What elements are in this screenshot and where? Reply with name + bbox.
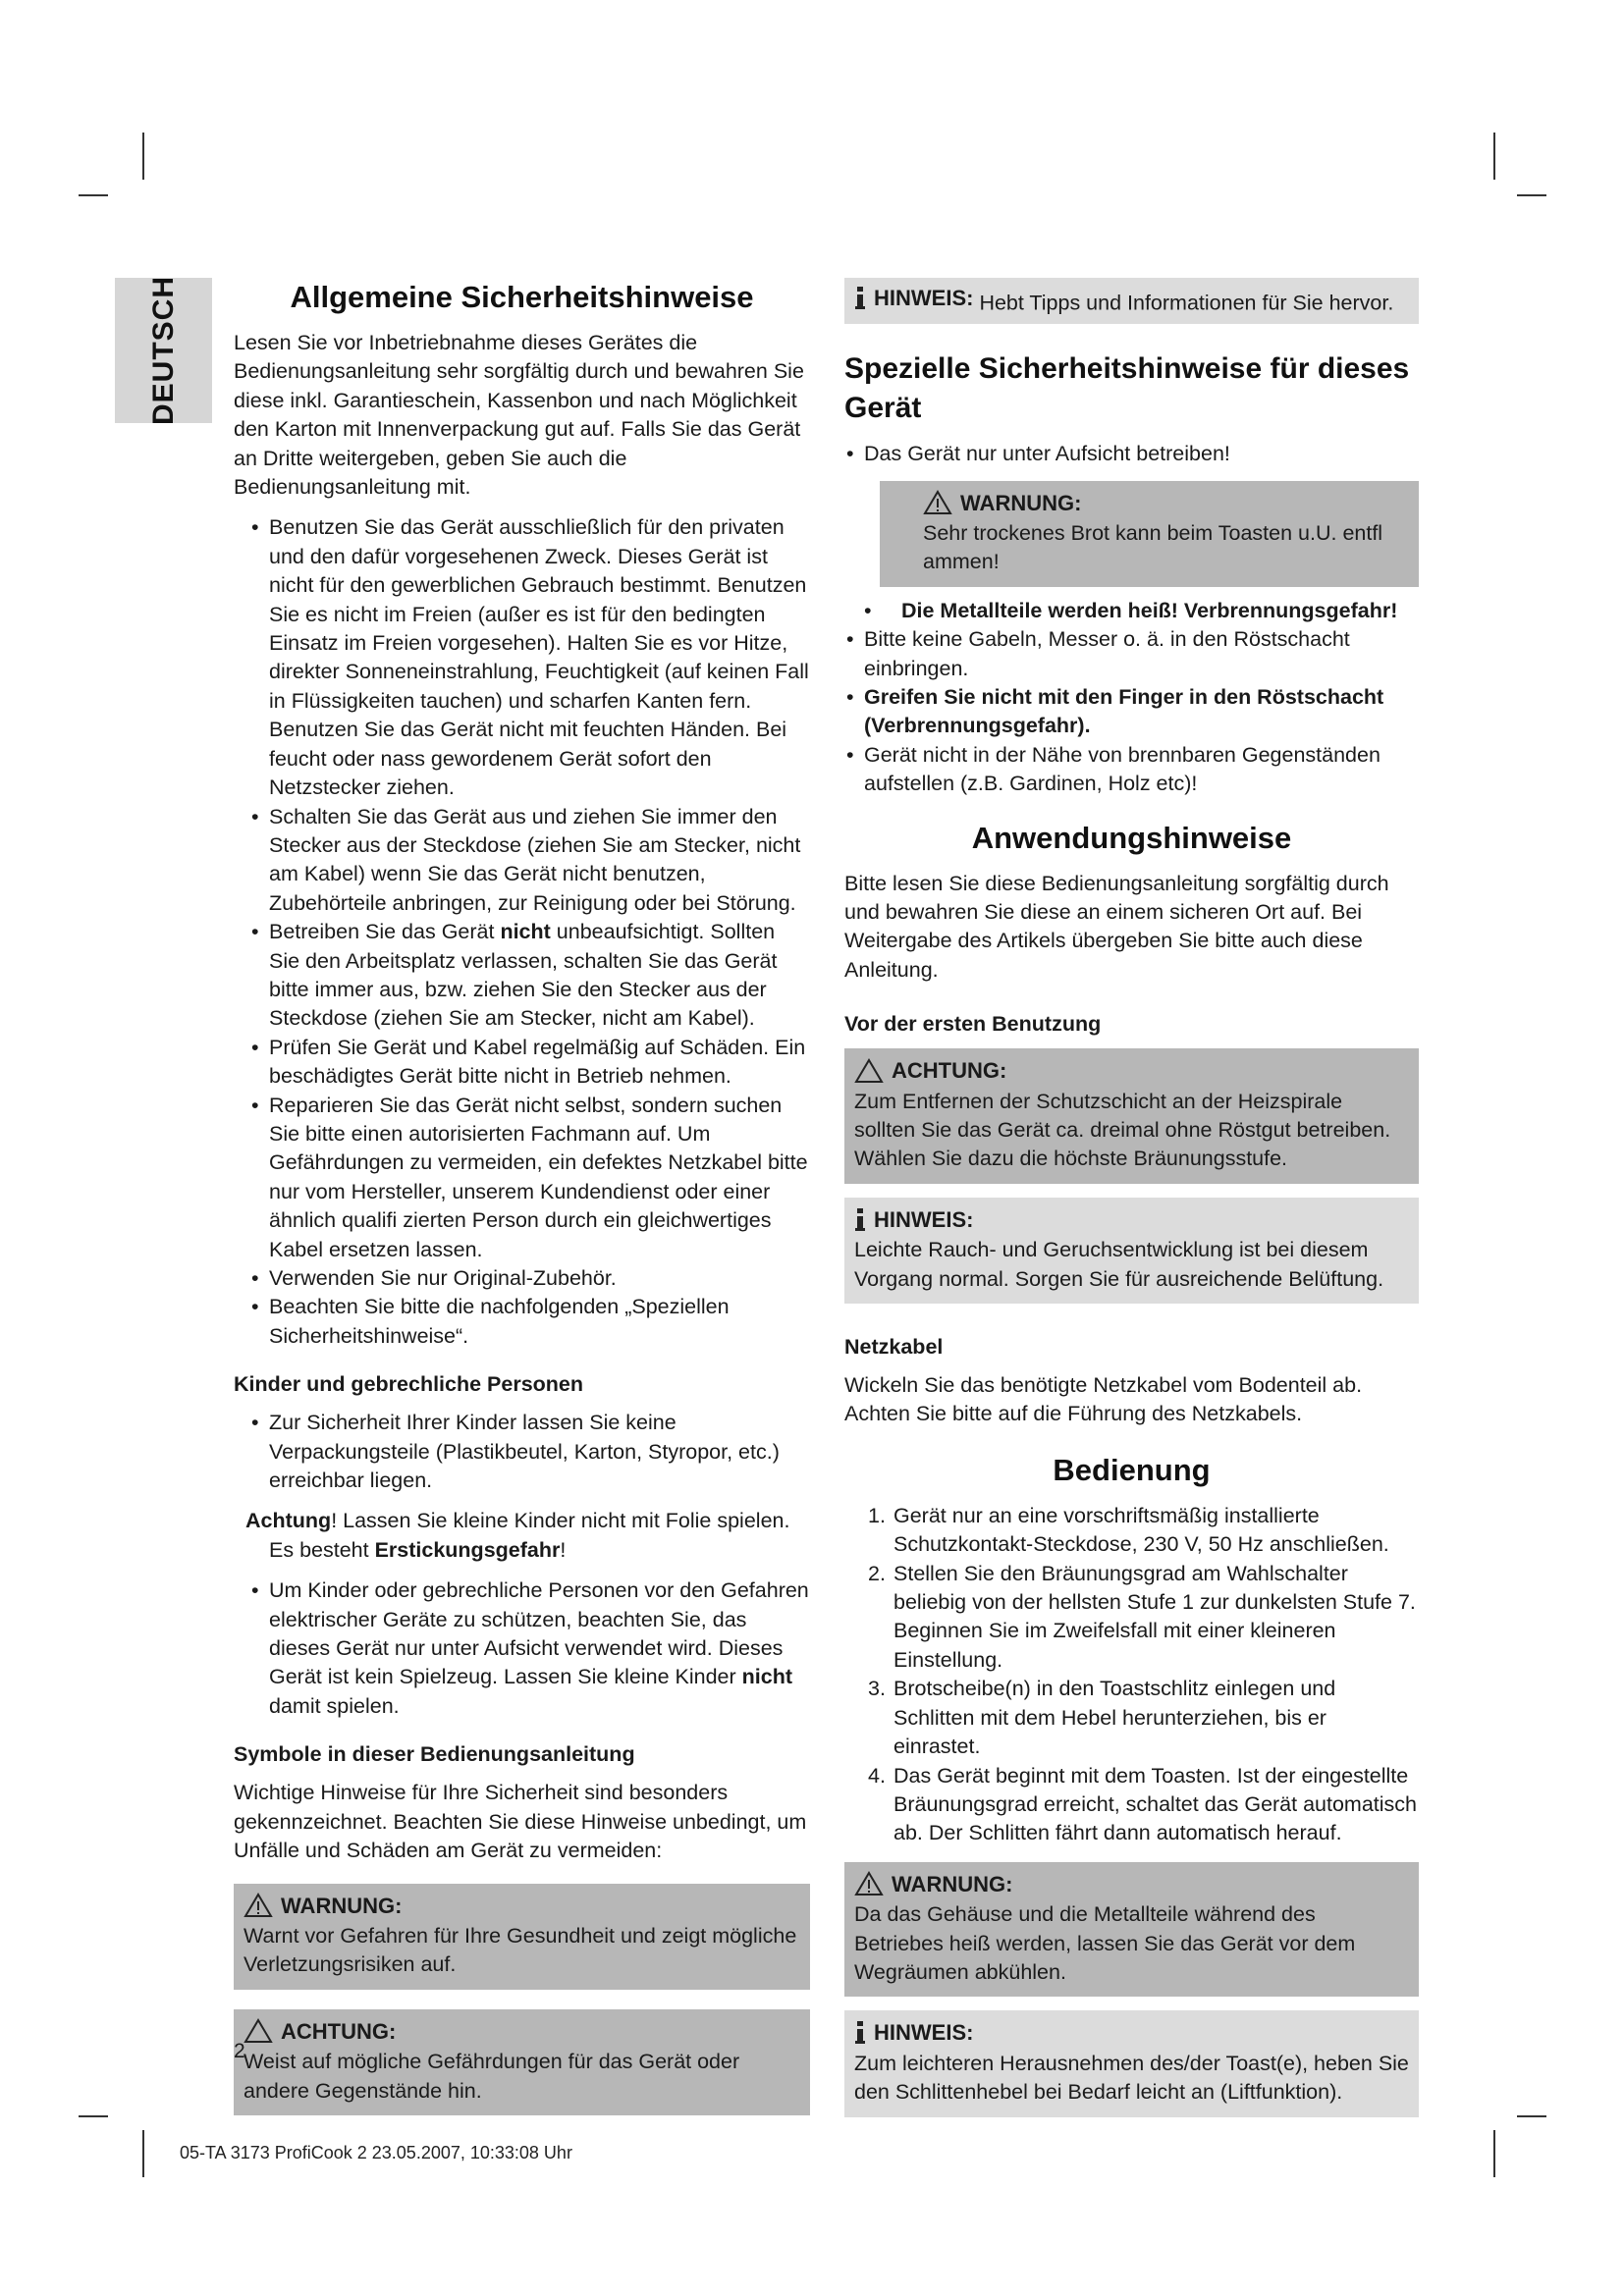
operation-info-header xyxy=(854,2018,1409,2047)
list-item-text: Prüfen Sie Gerät und Kabel regelmäßig auf Schäden. Ein beschädigtes Gerät bitte nicht in Betrieb nehmen. xyxy=(269,1035,806,1089)
caution-box xyxy=(234,2009,810,2115)
list-item xyxy=(844,625,1419,683)
warning-triangle-icon xyxy=(244,1893,273,1918)
list-item xyxy=(844,1502,1419,1560)
crop-mark xyxy=(142,2130,144,2177)
first-use-caution-box xyxy=(844,1048,1419,1184)
list-item-text: Schalten Sie das Gerät aus und ziehen Sie immer den Stecker aus der Steckdose (ziehen Sie am Stecker, nicht am Kabel) wenn Sie das Gerät nicht benutzen, Zubehörteile anbringen, zur Reinigung oder bei Störung. xyxy=(269,804,801,915)
toast-warning-title: WARNUNG: xyxy=(960,490,1082,515)
children-warning: Achtung! Lassen Sie kleine Kinder nicht mit Folie spielen. Es besteht Erstickungsgefahr! xyxy=(245,1509,790,1562)
list-item xyxy=(234,918,810,1034)
bullet: • xyxy=(864,598,872,622)
crop-mark xyxy=(1493,2130,1495,2177)
bullet: • xyxy=(251,1266,259,1290)
caution-box-text: Weist auf mögliche Gefährdungen für das Gerät oder andere Gegenstände hin. xyxy=(244,2050,740,2103)
children-list-2 xyxy=(234,1576,810,1721)
bullet: • xyxy=(251,920,259,944)
first-use-caution-text: Zum Entfernen der Schutzschicht an der Heizspirale sollten Sie das Gerät ca. dreimal ohne Röstgut betreiben. Wählen Sie dazu die höchste Bräunungsstufe. xyxy=(854,1089,1391,1171)
first-use-info-title: HINWEIS: xyxy=(874,1206,974,1232)
step-number: 3. xyxy=(868,1677,886,1701)
list-item xyxy=(844,440,1419,468)
general-safety-intro: Lesen Sie vor Inbetriebnahme dieses Gerätes die Bedienungsanleitung sehr sorgfältig durch und bewahren Sie diese inkl. Garantieschein, Kassenbon und nach Möglichkeit den Karton mit Innenverpackung gut auf. Falls Sie das Gerät an Dritte weitergeben, geben Sie auch die Bedienungsanleitung mit. xyxy=(234,331,804,500)
first-use-caution-title: ACHTUNG: xyxy=(892,1058,1007,1084)
children-heading: Kinder und gebrechliche Personen xyxy=(234,1372,584,1397)
list-item xyxy=(234,1264,810,1293)
list-item-text: Reparieren Sie das Gerät nicht selbst, sondern suchen Sie bitte einen autorisierten Fachmann auf. Um Gefährdungen zu vermeiden, ein defektes Netzkabel bitte nur vom Hersteller, unserem Kundendienst oder einer ähnlich qualifi zierten Person durch ein gleichwertiges Kabel ersetzen lassen. xyxy=(269,1093,808,1261)
list-item xyxy=(234,513,810,802)
operation-warning-header xyxy=(854,1870,1409,1898)
step-number: 4. xyxy=(868,1763,886,1788)
step-number: 2. xyxy=(868,1561,886,1585)
warning-box xyxy=(234,1884,810,1990)
operation-warning-title: WARNUNG: xyxy=(892,1871,1013,1896)
info-icon xyxy=(854,1208,866,1232)
language-tab-label: DEUTSCH xyxy=(146,275,180,426)
operation-steps xyxy=(844,1502,1419,1848)
list-item xyxy=(844,597,1419,625)
first-use-info-text: Leichte Rauch- und Geruchsentwicklung ist bei diesem Vorgang normal. Sorgen Sie für ausreichende Belüftung. xyxy=(854,1238,1384,1291)
page-number: 2 xyxy=(234,2040,245,2062)
bullet: • xyxy=(846,627,854,652)
list-item xyxy=(234,1034,810,1092)
emphasis: nicht xyxy=(741,1665,792,1689)
first-use-info-box xyxy=(844,1198,1419,1304)
list-item-text: Beachten Sie bitte die nachfolgenden „Speziellen Sicherheitshinweise“. xyxy=(269,1295,730,1348)
list-item-text: Zur Sicherheit Ihrer Kinder lassen Sie keine Verpackungsteile (Plastikbeutel, Karton, Styropor, etc.) erreichbar liegen. xyxy=(269,1411,780,1493)
toast-warning-text: Sehr trockenes Brot kann beim Toasten u.U. entfl ammen! xyxy=(923,520,1383,574)
operation-info-text: Zum leichteren Herausnehmen des/der Toast(e), heben Sie den Schlittenhebel bei Bedarf leicht an (Liftfunktion). xyxy=(854,2051,1409,2105)
first-use-caution-header xyxy=(854,1056,1409,1085)
language-tab xyxy=(115,275,212,426)
first-use-info-header xyxy=(854,1205,1409,1234)
list-item-text: Brotscheibe(n) in den Toastschlitz einlegen und Schlitten mit dem Hebel herunterziehen, bis er einrastet. xyxy=(893,1677,1336,1759)
list-item xyxy=(234,1409,810,1495)
info-box xyxy=(844,278,1419,324)
warning-triangle-icon xyxy=(854,1871,884,1896)
list-item-text: Gerät nur an eine vorschriftsmäßig installierte Schutzkontakt-Steckdose, 230 V, 50 Hz anschließen. xyxy=(893,1503,1389,1557)
right-column xyxy=(844,278,1419,2117)
symbols-text: Wichtige Hinweise für Ihre Sicherheit sind besonders gekennzeichnet. Beachten Sie diese Hinweise unbedingt, um Unfälle und Schäden am Gerät zu vermeiden: xyxy=(234,1781,807,1863)
list-item xyxy=(844,1762,1419,1848)
list-item-text: Die Metallteile werden heiß! Verbrennungsgefahr! xyxy=(901,598,1398,622)
crop-mark xyxy=(1517,194,1546,196)
list-item-text: Benutzen Sie das Gerät ausschließlich für den privaten und den dafür vorgesehenen Zweck. Dieses Gerät ist nicht für den gewerblichen Gebrauch bestimmt. Benutzen Sie es nicht im Freien (außer es ist für den bedingten Einsatz im Freien vorgesehen). Halten Sie es vor Hitze, direkter Sonneneinstrahlung, Feuchtigkeit (auf keinen Fall in Flüssigkeiten tauchen) und scharfen Kanten fern. Benutzen Sie das Gerät nicht mit feuchten Händen. Bei feucht oder nass gewordenem Gerät sofort den Netzstecker ziehen. xyxy=(269,515,809,800)
bullet: • xyxy=(251,1035,259,1059)
power-cord-text: Wickeln Sie das benötigte Netzkabel vom Bodenteil ab. Achten Sie bitte auf die Führung des Netzkabels. xyxy=(844,1373,1363,1426)
list-item-text: Um Kinder oder gebrechliche Personen vor den Gefahren elektrischer Geräte zu schützen, beachten Sie, das dieses Gerät nur unter Aufsicht verwendet wird. Dieses Gerät ist kein Spielzeug. Lassen Sie kleine Kinder xyxy=(269,1578,809,1689)
emphasis: Achtung xyxy=(245,1509,332,1533)
power-cord-heading: Netzkabel xyxy=(844,1335,944,1360)
info-icon xyxy=(854,2021,866,2045)
crop-mark xyxy=(79,2115,108,2117)
usage-text: Bitte lesen Sie diese Bedienungsanleitung sorgfältig durch und bewahren Sie diese an einem sicheren Ort auf. Bei Weitergabe des Artikels übergeben Sie bitte auch diese Anleitung. xyxy=(844,871,1389,982)
list-item-text: Stellen Sie den Bräunungsgrad am Wahlschalter beliebig von der hellsten Stufe 1 zur dunkelsten Stufe 7. Beginnen Sie im Zweifelsfall mit einer kleineren Einstellung. xyxy=(893,1561,1416,1672)
special-safety-list-2 xyxy=(844,597,1419,799)
warning-triangle-icon xyxy=(923,490,952,515)
bullet: • xyxy=(846,684,854,709)
list-item-text: Gerät nicht in der Nähe von brennbaren Gegenständen aufstellen (z.B. Gardinen, Holz etc)! xyxy=(864,742,1380,796)
list-item xyxy=(844,741,1419,799)
info-box-header xyxy=(854,284,973,312)
operation-info-box xyxy=(844,2010,1419,2116)
list-item-text: Das Gerät nur unter Aufsicht betreiben! xyxy=(864,442,1230,466)
crop-mark xyxy=(142,133,144,180)
list-item-text: Das Gerät beginnt mit dem Toasten. Ist der eingestellte Bräunungsgrad erreicht, schaltet das Gerät automatisch ab. Der Schlitten fährt dann automatisch herauf. xyxy=(893,1763,1418,1845)
list-item-text: Greifen Sie nicht mit den Finger in den Röstschacht (Verbrennungsgefahr). xyxy=(864,684,1384,738)
info-icon xyxy=(854,287,866,310)
first-use-heading: Vor der ersten Benutzung xyxy=(844,1012,1102,1037)
bullet: • xyxy=(251,515,259,540)
bullet: • xyxy=(846,442,854,466)
info-box-title: HINWEIS: xyxy=(874,286,974,310)
list-item xyxy=(234,803,810,919)
toast-warning-box xyxy=(880,481,1419,587)
special-safety-title: Spezielle Sicherheitshinweise für dieses Gerät xyxy=(844,352,1410,425)
list-item xyxy=(234,1576,810,1721)
list-item-text: damit spielen. xyxy=(269,1693,400,1718)
caution-triangle-icon xyxy=(244,2018,273,2044)
caution-box-header xyxy=(244,2017,800,2046)
list-item-text: Verwenden Sie nur Original-Zubehör. xyxy=(269,1266,617,1290)
list-item-text: unbeaufsichtigt. Sollten Sie den Arbeitsplatz verlassen, schalten Sie das Gerät bitte immer aus, bzw. ziehen Sie den Stecker aus der Steckdose (ziehen Sie am Stecker, nicht am Kabel). xyxy=(269,920,778,1031)
usage-title: Anwendungshinweise xyxy=(971,820,1292,855)
left-column xyxy=(234,278,810,2115)
emphasis: Erstickungsgefahr xyxy=(374,1537,561,1562)
emphasis: nicht xyxy=(500,920,551,944)
crop-mark xyxy=(1517,2115,1546,2117)
bullet: • xyxy=(846,742,854,767)
list-item xyxy=(844,683,1419,741)
step-number: 1. xyxy=(868,1503,886,1527)
general-safety-list xyxy=(234,513,810,1351)
operation-warning-box xyxy=(844,1862,1419,1998)
toast-warning-header xyxy=(890,489,1409,517)
special-safety-list xyxy=(844,440,1419,468)
list-item xyxy=(844,1560,1419,1676)
warning-box-title: WARNUNG: xyxy=(281,1893,403,1918)
info-box-text: Hebt Tipps und Informationen für Sie hervor. xyxy=(979,291,1394,315)
operation-info-title: HINWEIS: xyxy=(874,2020,974,2046)
children-list xyxy=(234,1409,810,1495)
list-item xyxy=(844,1675,1419,1761)
symbols-heading: Symbole in dieser Bedienungsanleitung xyxy=(234,1742,635,1767)
list-item-text: Betreiben Sie das Gerät xyxy=(269,920,501,944)
bullet: • xyxy=(251,1578,259,1603)
crop-mark xyxy=(79,194,108,196)
caution-triangle-icon xyxy=(854,1058,884,1084)
bullet: • xyxy=(251,1093,259,1117)
operation-title: Bedienung xyxy=(1053,1452,1211,1487)
list-item-text: Bitte keine Gabeln, Messer o. ä. in den Röstschacht einbringen. xyxy=(864,627,1350,680)
operation-warning-text: Da das Gehäuse und die Metallteile während des Betriebes heiß werden, lassen Sie das Gerät vor dem Wegräumen abkühlen. xyxy=(854,1902,1356,1984)
list-item xyxy=(234,1092,810,1264)
general-safety-title: Allgemeine Sicherheitshinweise xyxy=(290,280,754,314)
bullet: • xyxy=(251,1295,259,1319)
list-item xyxy=(234,1293,810,1351)
bullet: • xyxy=(251,1411,259,1435)
print-footer: 05-TA 3173 ProfiCook 2 23.05.2007, 10:33:08 Uhr xyxy=(180,2143,572,2163)
caution-box-title: ACHTUNG: xyxy=(281,2018,397,2044)
warning-box-header xyxy=(244,1892,800,1920)
crop-mark xyxy=(1493,133,1495,180)
warning-box-text: Warnt vor Gefahren für Ihre Gesundheit und zeigt mögliche Verletzungsrisiken auf. xyxy=(244,1923,797,1977)
bullet: • xyxy=(251,804,259,828)
